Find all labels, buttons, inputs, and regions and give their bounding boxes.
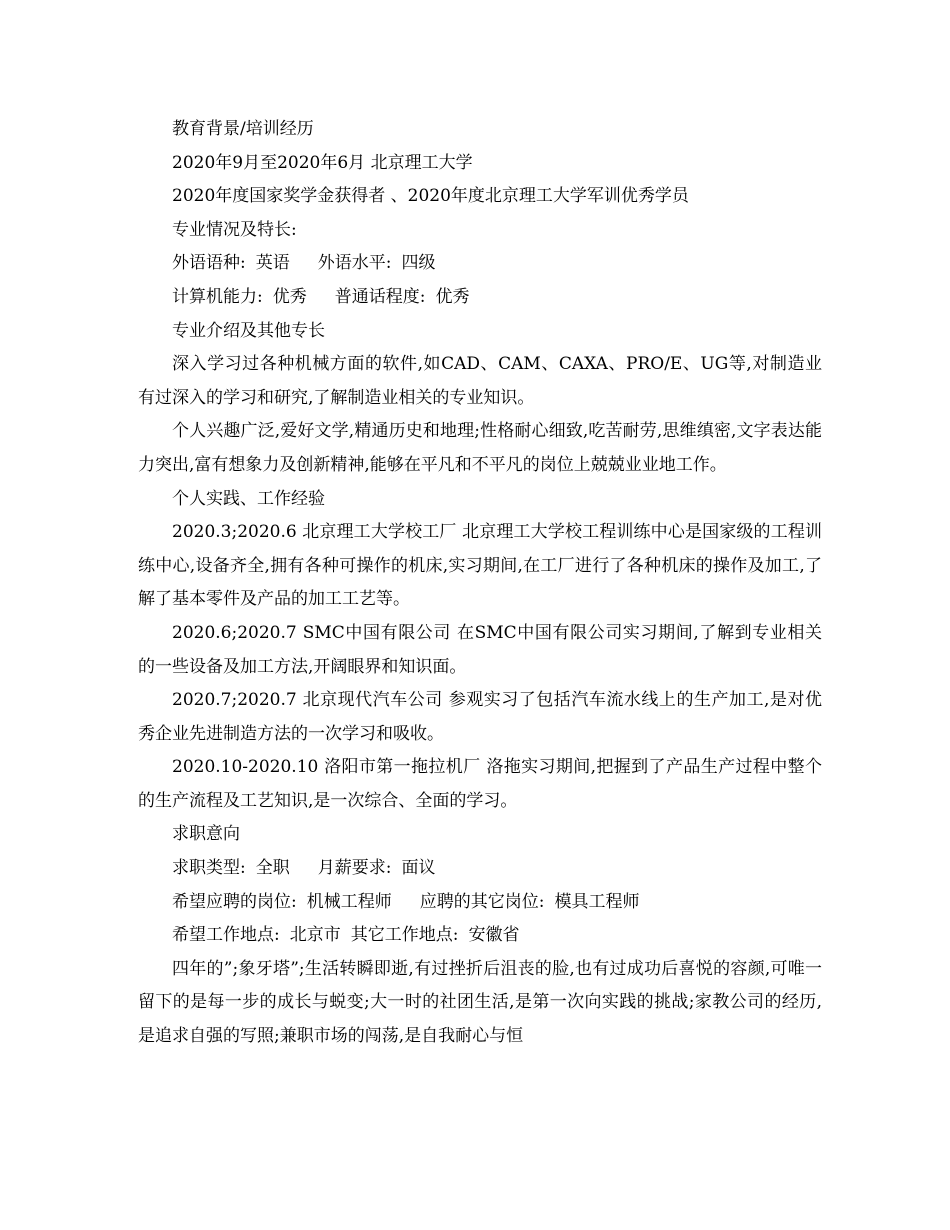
education-awards: 2020年度国家奖学金获得者 、2020年度北京理工大学军训优秀学员	[172, 186, 689, 207]
experience-paragraph-smc: 2020.6;2020.7 SMC中国有限公司 在SMC中国有限公司实习期间,了解到专业相关的一些设备及加工方法,开阔眼界和知识面。	[138, 622, 822, 677]
education-period: 2020年9月至2020年6月 北京理工大学	[172, 152, 473, 173]
experience-heading: 个人实践、工作经验	[172, 488, 325, 509]
location-value: 北京市	[289, 925, 341, 946]
computer-value: 优秀	[272, 286, 307, 307]
position-label: 希望应聘的岗位:	[172, 891, 297, 912]
position-value: 机械工程师	[306, 891, 392, 912]
intro-heading: 专业介绍及其他专长	[172, 320, 325, 341]
mandarin-label: 普通话程度:	[334, 286, 426, 307]
document-body	[138, 113, 822, 1054]
job-heading: 求职意向	[172, 824, 240, 845]
language-label: 外语语种:	[172, 253, 246, 274]
experience-paragraph-bit-factory: 2020.3;2020.6 北京理工大学校工厂 北京理工大学校工程训练中心是国家级的工程训练中心,设备齐全,拥有各种可操作的机床,实习期间,在工厂进行了各种机床的操作及加工,了解了基本零件及产品的加工工艺等。	[138, 522, 822, 610]
other-position-label: 应聘的其它岗位:	[419, 891, 545, 912]
language-level-value: 四级	[401, 253, 436, 274]
job-location-row	[138, 919, 822, 953]
salary-value: 面议	[401, 858, 436, 879]
other-position-value: 模具工程师	[554, 891, 640, 912]
other-location-value: 安徽省	[468, 925, 520, 946]
skills-heading: 专业情况及特长:	[172, 219, 297, 240]
job-type-label: 求职类型:	[172, 858, 246, 879]
job-type-row	[138, 852, 822, 886]
language-value: 英语	[255, 253, 290, 274]
computer-row	[138, 281, 822, 315]
intro-paragraph-software: 深入学习过各种机械方面的软件,如CAD、CAM、CAXA、PRO/E、UG等,对制造业有过深入的学习和研究,了解制造业相关的专业知识。	[138, 354, 822, 408]
closing-paragraph: 四年的”;象牙塔”;生活转瞬即逝,有过挫折后沮丧的脸,也有过成功后喜悦的容颜,可唯一留下的是每一步的成长与蜕变;大一时的社团生活,是第一次向实践的挑战;家教公司的经历,是追求自强的写照;兼职市场的闯荡,是自我耐心与恒	[138, 958, 822, 1047]
job-position-row	[138, 886, 822, 920]
experience-paragraph-luoyang: 2020.10-2020.10 洛阳市第一拖拉机厂 洛拖实习期间,把握到了产品生产过程中整个的生产流程及工艺知识,是一次综合、全面的学习。	[138, 757, 822, 811]
other-location-label: 其它工作地点:	[350, 925, 459, 946]
language-level-label: 外语水平:	[317, 253, 392, 274]
intro-paragraph-interests: 个人兴趣广泛,爱好文学,精通历史和地理;性格耐心细致,吃苦耐劳,思维缜密,文字表达能力突出,富有想象力及创新精神,能够在平凡和不平凡的岗位上兢兢业业地工作。	[138, 421, 822, 475]
location-label: 希望工作地点:	[172, 925, 280, 946]
education-heading: 教育背景/培训经历	[172, 119, 314, 139]
job-type-value: 全职	[255, 858, 290, 879]
language-row	[138, 247, 822, 281]
computer-label: 计算机能力:	[172, 286, 263, 307]
experience-paragraph-hyundai: 2020.7;2020.7 北京现代汽车公司 参观实习了包括汽车流水线上的生产加工,是对优秀企业先进制造方法的一次学习和吸收。	[138, 690, 822, 744]
mandarin-value: 优秀	[435, 286, 470, 307]
salary-label: 月薪要求:	[317, 858, 392, 879]
